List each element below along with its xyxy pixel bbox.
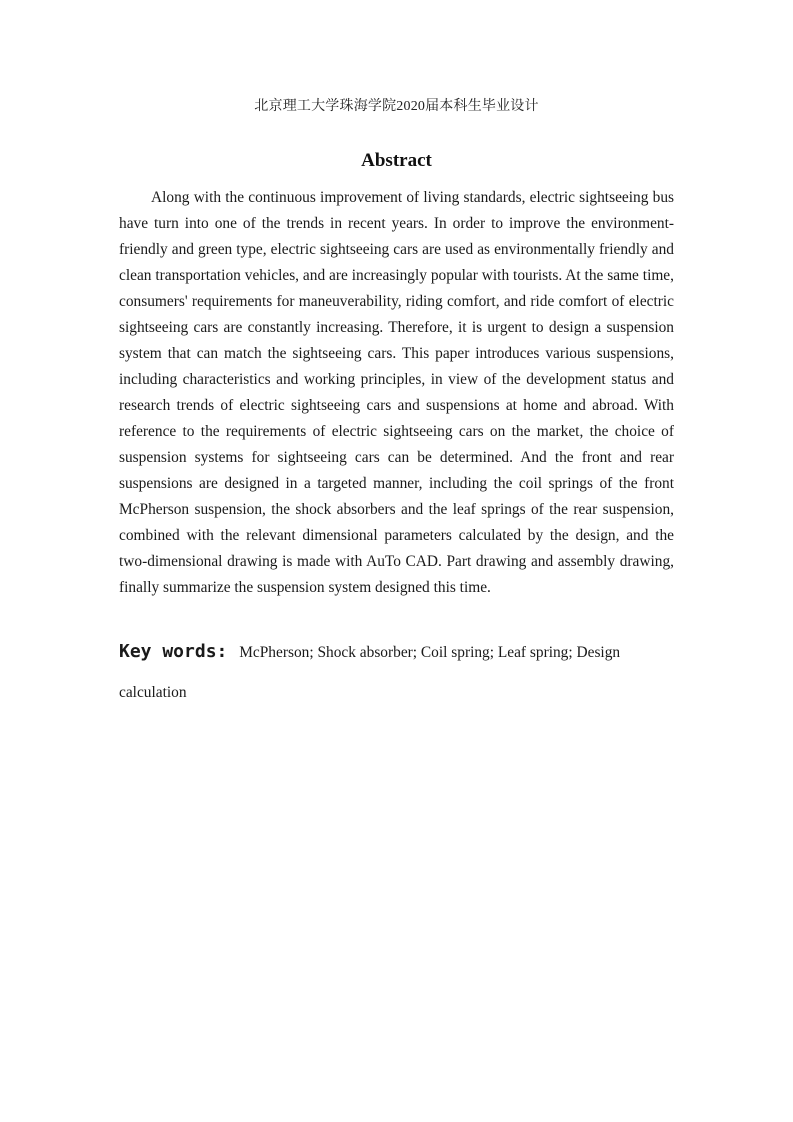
keywords-section	[119, 632, 659, 713]
abstract-title: Abstract	[361, 150, 432, 171]
running-header: 北京理工大学珠海学院2020届本科生毕业设计	[254, 99, 539, 114]
keywords-label: Key words:	[119, 641, 228, 662]
keywords-text: McPherson; Shock absorber; Coil spring; Leaf spring; Design calculation	[119, 644, 621, 701]
abstract-body: Along with the continuous improvement of living standards, electric sightseeing bus have turn into one of the trends in recent years. In order to improve the environment-friendly and green type, electric sightseeing cars are used as environmentally friendly and clean transportation vehicles, and are increasingly popular with tourists. At the same time, consumers' requirements for maneuverability, riding comfort, and ride comfort of electric sightseeing cars are constantly increasing. Therefore, it is urgent to design a suspension system that can match the sightseeing cars. This paper introduces various suspensions, including characteristics and working principles, in view of the development status and research trends of electric sightseeing cars and suspensions at home and abroad. With reference to the requirements of electric sightseeing cars on the market, the choice of suspension systems for sightseeing cars can be determined. And the front and rear suspensions are designed in a targeted manner, including the coil springs of the front McPherson suspension, the shock absorbers and the leaf springs of the rear suspension, combined with the relevant dimensional parameters calculated by the design, and the two-dimensional drawing is made with AuTo CAD. Part drawing and assembly drawing, finally summarize the suspension system designed this time.	[119, 189, 674, 596]
